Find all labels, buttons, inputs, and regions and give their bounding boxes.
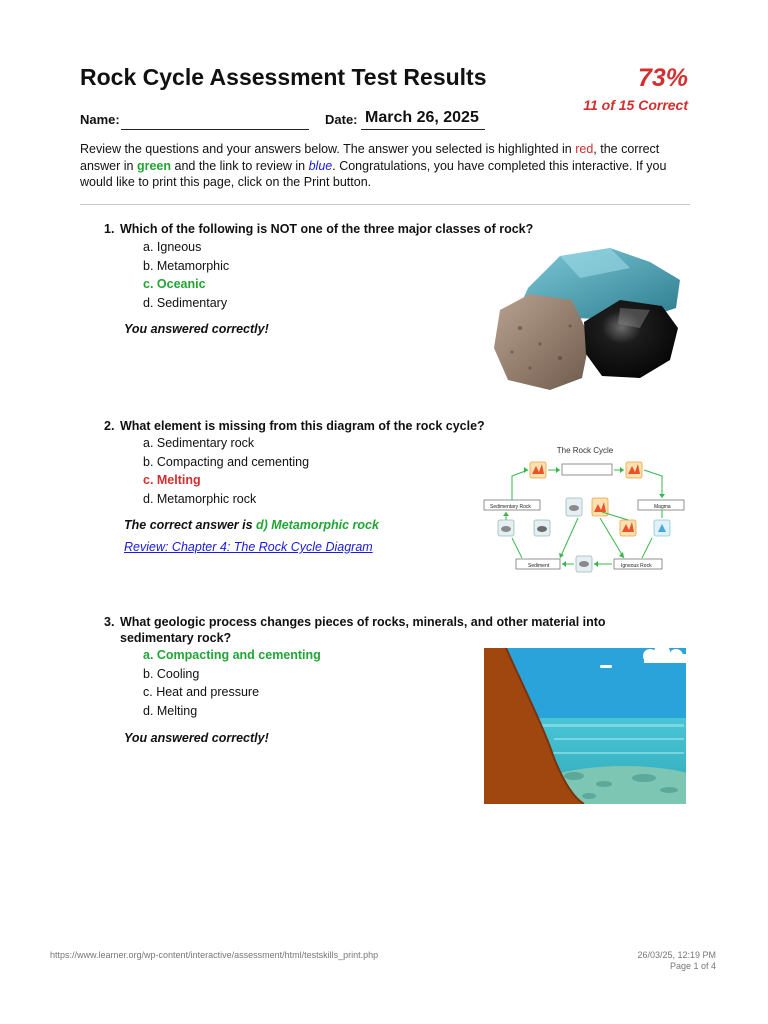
question-1-choices — [143, 238, 229, 312]
choice-1a: a. Igneous — [143, 240, 202, 254]
choice-2b: b. Compacting and cementing — [143, 454, 310, 469]
choice-3c: c. Heat and pressure — [143, 685, 260, 700]
choice-3d: d. Melting — [143, 703, 198, 718]
footer-page-number: Page 1 of 4 — [669, 961, 716, 971]
footer-url: https://www.learner.org/wp-content/interactive/assessment/html/testskills_print.php — [50, 950, 379, 960]
date-label: Date: — [325, 112, 358, 127]
footer-datetime: 26/03/25, 12:19 PM — [637, 950, 716, 960]
date-value: March 26, 2025 — [361, 109, 485, 130]
ocean-sediment-image — [484, 648, 686, 804]
question-2-feedback: The correct answer is d) Metamorphic rock — [124, 518, 379, 532]
rock-samples-image — [490, 248, 686, 394]
intro-red-word: red — [575, 142, 594, 156]
name-field-line — [121, 129, 309, 130]
choice-3a-correct: a. Compacting and cementing — [143, 648, 321, 662]
intro-text: Review the questions and your answers below. The answer you selected is highlighted in red, the correct answer in green and the link to review in blue. Congratulations, you have completed this interactive. If you would like to print this page, click on the Print button. — [80, 142, 667, 189]
divider — [80, 204, 690, 205]
question-1-text: 1. Which of the following is NOT one of the three major classes of rock? — [104, 222, 534, 236]
score-summary: 11 of 15 Correct — [583, 97, 688, 113]
question-1-feedback: You answered correctly! — [124, 322, 269, 336]
footer-info — [637, 950, 716, 972]
question-3-feedback: You answered correctly! — [124, 731, 269, 745]
choice-1b: b. Metamorphic — [143, 258, 230, 273]
choice-2a: a. Sedimentary rock — [143, 436, 255, 450]
choice-2c-selected: c. Melting — [143, 473, 201, 488]
question-3-text: 3. What geologic process changes pieces of rocks, minerals, and other material into sedimentary rock? — [104, 615, 606, 645]
diagram-title: The Rock Cycle — [556, 446, 614, 455]
question-3-choices — [143, 646, 321, 720]
diagram-icons — [498, 462, 670, 572]
choice-3b: b. Cooling — [143, 666, 200, 681]
correct-answer-text: d) Metamorphic rock — [256, 518, 379, 532]
intro-blue-word: blue — [308, 158, 333, 173]
score-percent: 73% — [637, 64, 688, 92]
diagram-label-magma: Magma — [654, 504, 671, 510]
page-title: Rock Cycle Assessment Test Results — [80, 64, 487, 90]
diagram-label-igneous: Igneous Rock — [621, 563, 652, 569]
choice-1c-correct: c. Oceanic — [143, 277, 206, 292]
diagram-label-sedimentary: Sedimentary Rock — [490, 504, 531, 510]
choice-1d: d. Sedimentary — [143, 295, 228, 310]
rock-cycle-diagram — [482, 442, 688, 576]
diagram-label-sediment: Sediment — [528, 563, 550, 569]
review-link[interactable]: Review: Chapter 4: The Rock Cycle Diagram — [124, 540, 373, 554]
intro-green-word: green — [136, 158, 172, 173]
name-label: Name: — [80, 112, 120, 127]
choice-2d: d. Metamorphic rock — [143, 491, 257, 506]
diagram-missing-box — [562, 464, 612, 475]
question-2-text: 2. What element is missing from this diagram of the rock cycle? — [104, 419, 485, 433]
question-2-choices — [143, 434, 309, 508]
